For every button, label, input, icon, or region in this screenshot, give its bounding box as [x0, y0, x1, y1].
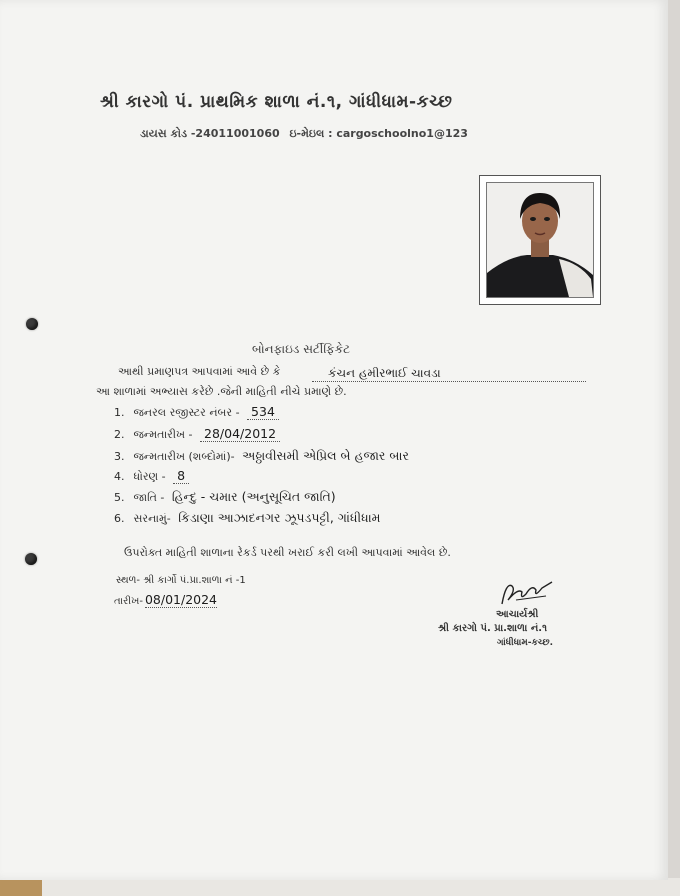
detail-row — [114, 489, 336, 505]
photo-image — [486, 182, 594, 298]
detail-label: જનરલ રજીસ્ટર નંબર - — [133, 406, 240, 419]
standard: 8 — [173, 468, 189, 484]
stamp-location: ગાંધીધામ-કચ્છ. — [497, 638, 553, 648]
caste: હિન્દુ - ચમાર (અનુસૂચિત જાતિ) — [171, 489, 336, 504]
signature-icon — [496, 578, 556, 610]
detail-label: સરનામું- — [133, 512, 171, 525]
table-surface — [666, 0, 680, 896]
date-value: 08/01/2024 — [144, 592, 217, 607]
detail-number: 2. — [114, 428, 125, 441]
address: કિડાણા આઝાદનગર ઝૂપડપટ્ટી, ગાંધીધામ — [178, 510, 381, 525]
detail-row — [114, 426, 280, 442]
detail-row — [114, 448, 409, 464]
detail-label: જન્મતારીખ - — [133, 428, 193, 441]
table-surface-bottom — [40, 878, 680, 896]
verification-remark: ઉપરોક્ત માહિતી શાળાના રેકર્ડ પરથી ખરાઈ કરી લખી આપવામાં આવેલ છે. — [124, 546, 451, 559]
detail-number: 3. — [114, 450, 125, 463]
student-photo — [479, 175, 601, 305]
principal-title: આચાર્યશ્રી — [496, 609, 539, 620]
detail-number: 1. — [114, 406, 125, 419]
date-label: તારીખ- — [114, 596, 143, 607]
detail-row — [114, 404, 279, 420]
birth-date-words: અઠ્ઠાવીસમી એપ્રિલ બે હજાર બાર — [242, 448, 409, 463]
school-email: ઇ-મેઇલ : cargoschoolno1@123 — [289, 127, 468, 140]
birth-date: 28/04/2012 — [200, 426, 280, 442]
issue-date — [114, 592, 217, 607]
school-name: શ્રી કારગો પં. પ્રાથમિક શાળા નં.૧, ગાંધીધામ-કચ્છ — [100, 92, 453, 112]
certificate-title: બોનફાઇડ સર્ટીફિકેટ — [252, 342, 351, 356]
school-contact — [140, 127, 474, 141]
intro-line-1: આથી પ્રમાણપત્ર આપવામાં આવે છે કે — [118, 365, 281, 378]
register-number: 534 — [247, 404, 279, 420]
detail-row — [114, 510, 380, 526]
place: સ્થળ- શ્રી કાર્ગો પં.પ્રા.શાળા નં -1 — [116, 575, 246, 586]
punch-hole-icon — [26, 318, 38, 330]
detail-number: 4. — [114, 470, 125, 483]
detail-label: જન્મતારીખ (શબ્દોમાં)- — [133, 450, 235, 463]
detail-label: જાતિ - — [133, 491, 165, 504]
dise-code: ડાયસ કોડ -24011001060 — [140, 127, 280, 140]
detail-row — [114, 468, 189, 484]
intro-line-2: આ શાળામાં અભ્યાસ કરેછે .જેની માહિતી નીચે પ્રમાણે છે. — [96, 385, 347, 398]
stamp-school-name: શ્રી કારગો પં. પ્રા.શાળા નં.૧ — [438, 623, 548, 634]
detail-number: 6. — [114, 512, 125, 525]
student-name: કંચન હમીરભાઈ ચાવડા — [312, 366, 586, 382]
punch-hole-icon — [25, 553, 37, 565]
detail-number: 5. — [114, 491, 125, 504]
detail-label: ધોરણ - — [133, 470, 166, 483]
